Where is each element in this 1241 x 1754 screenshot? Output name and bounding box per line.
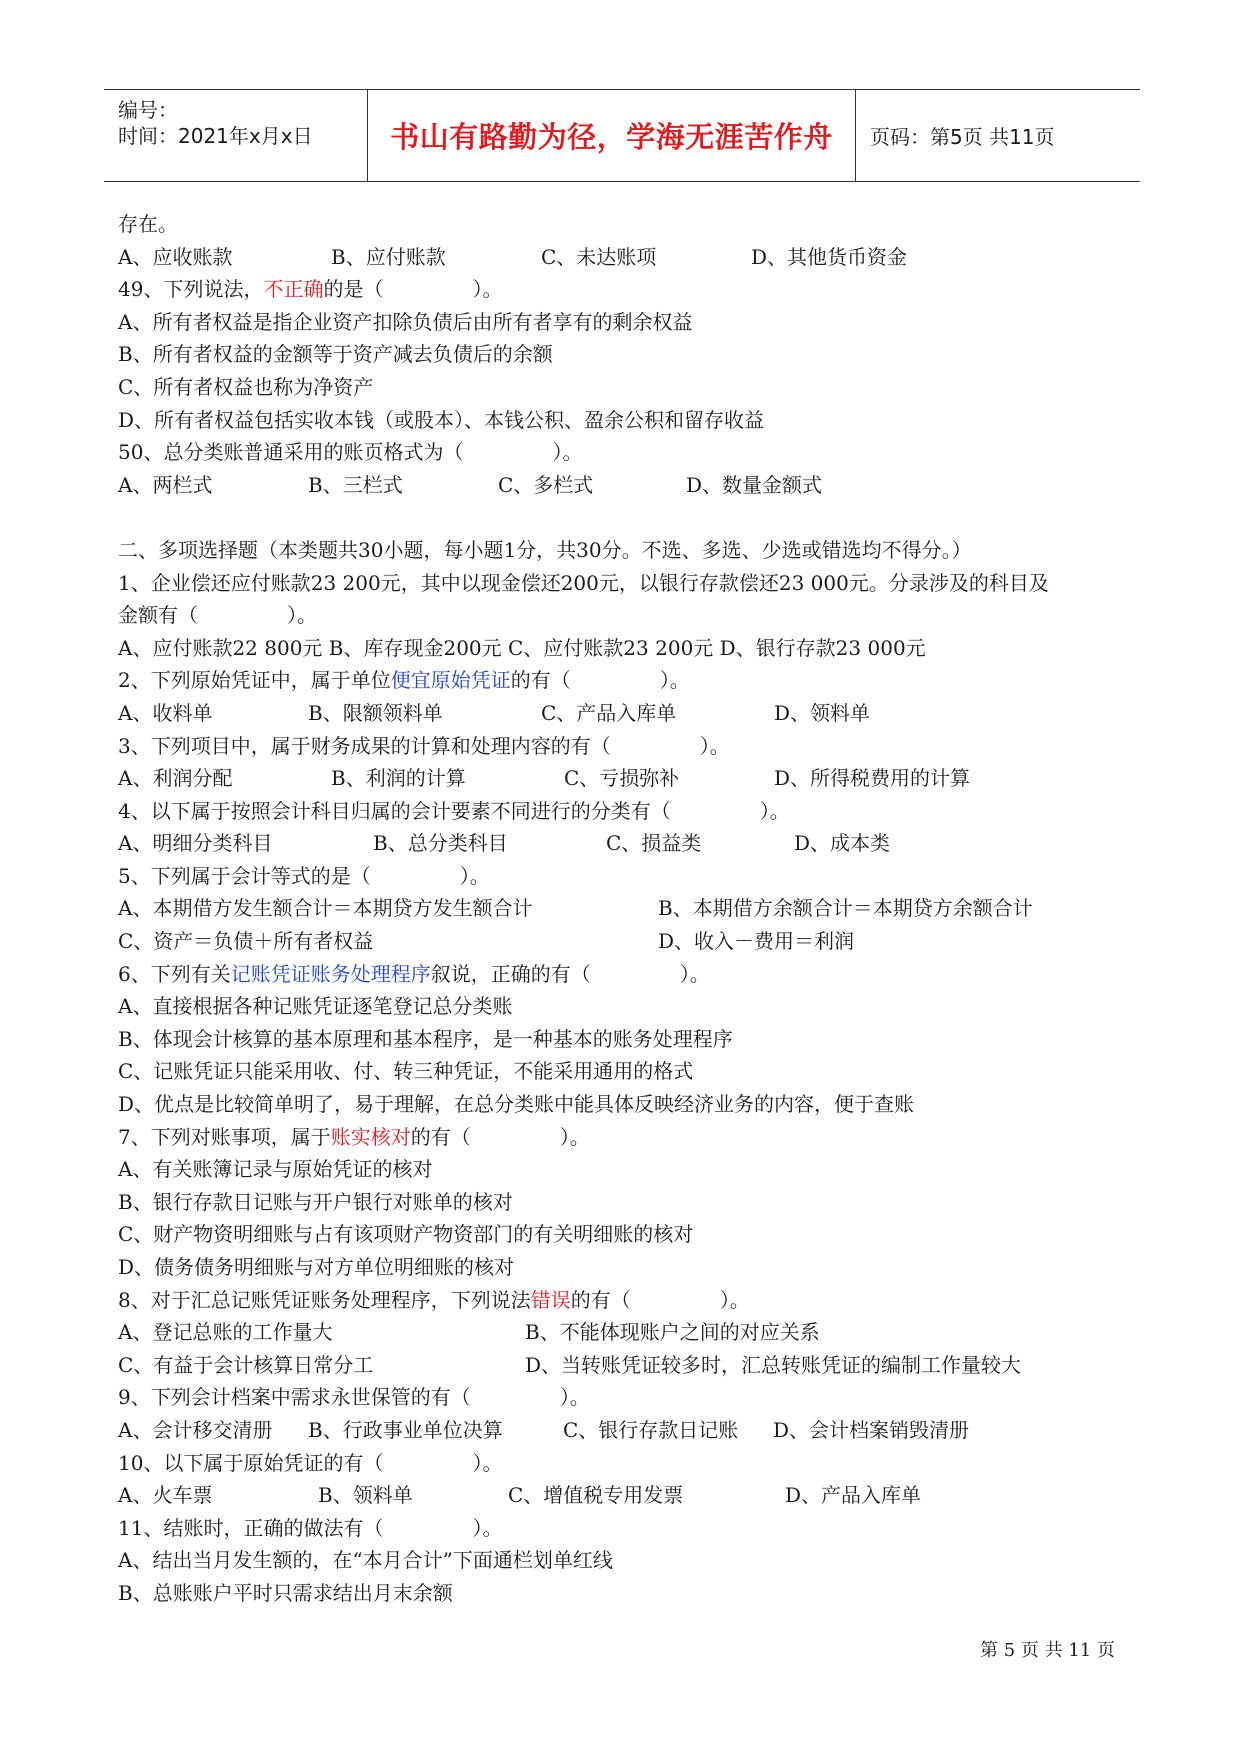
option: D、所有者权益包括实收本钱（或股本）、本钱公积、盈余公积和留存收益 xyxy=(118,407,765,432)
option: A、明细分类科目 xyxy=(118,831,273,856)
question-continuation: 存在。 xyxy=(118,212,178,236)
question-text: 的是（ ）。 xyxy=(323,277,503,302)
question-text: 7、下列对账事项，属于 xyxy=(118,1124,331,1149)
question-m11: 11、结账时，正确的做法有（ ）。 xyxy=(118,1515,503,1540)
option: B、三栏式 xyxy=(308,472,403,497)
question-text: 2、下列原始凭证中，属于单位 xyxy=(118,668,391,693)
option: A、应收账款 xyxy=(118,244,233,269)
page-header xyxy=(104,89,1140,182)
highlight-text: 便宜原始凭证 xyxy=(390,668,511,693)
option: C、亏损弥补 xyxy=(564,766,680,791)
option: D、数量金额式 xyxy=(686,472,823,497)
option-row: A、应付账款22 800元 B、库存现金200元 C、应付账款23 200元 D、银行存款23 000元 xyxy=(118,635,926,660)
time-label: 时间：2021年x月x日 xyxy=(118,124,313,148)
question-text: 的有（ ）。 xyxy=(570,1287,750,1312)
option: C、有益于会计核算日常分工 xyxy=(118,1352,374,1377)
question-m9: 9、下列会计档案中需求永世保管的有（ ）。 xyxy=(118,1385,590,1410)
question-text: 的有（ ）。 xyxy=(410,1124,590,1149)
question-m8 xyxy=(118,1284,1138,1317)
highlight-text: 错误 xyxy=(530,1287,571,1312)
option: D、领料单 xyxy=(774,700,871,725)
question-text: 6、下列有关 xyxy=(118,961,231,986)
option: D、当转账凭证较多时，汇总转账凭证的编制工作量较大 xyxy=(525,1352,1022,1377)
question-49 xyxy=(118,273,1138,306)
option-row xyxy=(118,1479,1138,1512)
option: C、产品入库单 xyxy=(541,700,677,725)
question-m3: 3、下列项目中，属于财务成果的计算和处理内容的有（ ）。 xyxy=(118,733,730,758)
option-row xyxy=(118,892,1138,925)
option: C、财产物资明细账与占有该项财产物资部门的有关明细账的核对 xyxy=(118,1222,694,1247)
option: B、本期借方余额合计＝本期贷方余额合计 xyxy=(658,896,1033,921)
option: B、银行存款日记账与开户银行对账单的核对 xyxy=(118,1189,513,1214)
question-m4: 4、以下属于按照会计科目归属的会计要素不同进行的分类有（ ）。 xyxy=(118,798,790,823)
option: A、本期借方发生额合计＝本期贷方发生额合计 xyxy=(118,896,533,921)
question-m1-cont: 金额有（ ）。 xyxy=(118,603,318,628)
option-row xyxy=(118,762,1138,795)
number-label: 编号： xyxy=(118,98,178,122)
spacer xyxy=(118,501,1138,534)
question-m5: 5、下列属于会计等式的是（ ）。 xyxy=(118,863,490,888)
section-title: 二、多项选择题（本类题共30小题，每小题1分，共30分。不选、多选、少选或错选均不得分。） xyxy=(118,537,972,562)
motto: 书山有路勤为径，学海无涯苦作舟 xyxy=(390,120,833,154)
option: B、总账账户平时只需求结出月末余额 xyxy=(118,1580,453,1605)
question-text: 叙说，正确的有（ ）。 xyxy=(430,961,710,986)
option-row xyxy=(118,1316,1138,1349)
option: A、有关账簿记录与原始凭证的核对 xyxy=(118,1157,433,1182)
question-text: 49、下列说法， xyxy=(118,277,264,302)
highlight-text: 不正确 xyxy=(263,277,324,302)
question-text: 的有（ ）。 xyxy=(510,668,690,693)
option: A、收料单 xyxy=(118,700,213,725)
header-page-info xyxy=(856,90,1140,181)
option: D、债务债务明细账与对方单位明细账的核对 xyxy=(118,1255,515,1279)
option-row xyxy=(118,1349,1138,1382)
option: A、所有者权益是指企业资产扣除负债后由所有者享有的剩余权益 xyxy=(118,309,693,334)
option: D、优点是比较简单明了，易于理解，在总分类账中能具体反映经济业务的内容，便于查账 xyxy=(118,1092,915,1117)
question-m2 xyxy=(118,664,1138,697)
option: C、所有者权益也称为净资产 xyxy=(118,374,374,399)
option: A、结出当月发生额的，在“本月合计”下面通栏划单红线 xyxy=(118,1548,613,1573)
option: B、所有者权益的金额等于资产减去负债后的余额 xyxy=(118,342,553,367)
option: B、利润的计算 xyxy=(331,766,466,791)
option: D、所得税费用的计算 xyxy=(774,766,971,791)
option: D、会计档案销毁清册 xyxy=(773,1417,970,1442)
option: C、记账凭证只能采用收、付、转三种凭证，不能采用通用的格式 xyxy=(118,1059,694,1084)
option: B、体现会计核算的基本原理和基本程序，是一种基本的账务处理程序 xyxy=(118,1026,733,1051)
option: D、产品入库单 xyxy=(785,1483,922,1508)
option-row xyxy=(118,697,1138,730)
option: B、总分类科目 xyxy=(373,831,508,856)
option: B、领料单 xyxy=(318,1483,413,1508)
question-m1: 1、企业偿还应付账款23 200元，其中以现金偿还200元，以银行存款偿还23 000元。分录涉及的科目及 xyxy=(118,570,1049,595)
option: A、利润分配 xyxy=(118,766,233,791)
question-m7 xyxy=(118,1121,1138,1154)
option: A、直接根据各种记账凭证逐笔登记总分类账 xyxy=(118,994,513,1019)
option-row xyxy=(118,1414,1138,1447)
option: B、应付账款 xyxy=(331,244,446,269)
option: D、成本类 xyxy=(794,831,891,856)
question-text: 8、对于汇总记账凭证账务处理程序，下列说法 xyxy=(118,1287,531,1312)
option: A、登记总账的工作量大 xyxy=(118,1320,333,1345)
header-motto-cell xyxy=(368,90,856,181)
option-row xyxy=(118,925,1138,958)
option: B、不能体现账户之间的对应关系 xyxy=(525,1320,820,1345)
option: A、两栏式 xyxy=(118,472,213,497)
option: C、损益类 xyxy=(606,831,702,856)
option: D、其他货币资金 xyxy=(751,244,908,269)
page-info: 页码：第5页 共11页 xyxy=(870,125,1055,149)
option: C、多栏式 xyxy=(498,472,594,497)
option: C、增值税专用发票 xyxy=(508,1483,684,1508)
option: B、行政事业单位决算 xyxy=(308,1417,503,1442)
page-footer: 第 5 页 共 11 页 xyxy=(980,1640,1115,1661)
option: C、资产＝负债＋所有者权益 xyxy=(118,929,374,954)
option: B、限额领料单 xyxy=(308,700,443,725)
option-row xyxy=(118,469,1138,502)
highlight-text: 记账凭证账务处理程序 xyxy=(230,961,431,986)
option-row xyxy=(118,241,1138,274)
option: C、银行存款日记账 xyxy=(563,1417,739,1442)
option: C、未达账项 xyxy=(541,244,657,269)
highlight-text: 账实核对 xyxy=(330,1124,411,1149)
question-m10: 10、以下属于原始凭证的有（ ）。 xyxy=(118,1450,503,1475)
option: D、收入－费用＝利润 xyxy=(658,929,855,954)
question-50: 50、总分类账普通采用的账页格式为（ ）。 xyxy=(118,440,583,465)
header-meta xyxy=(104,90,368,181)
option: A、火车票 xyxy=(118,1483,213,1508)
question-m6 xyxy=(118,958,1138,991)
option-row xyxy=(118,827,1138,860)
document-body xyxy=(118,208,1138,1610)
option: A、会计移交清册 xyxy=(118,1417,273,1442)
